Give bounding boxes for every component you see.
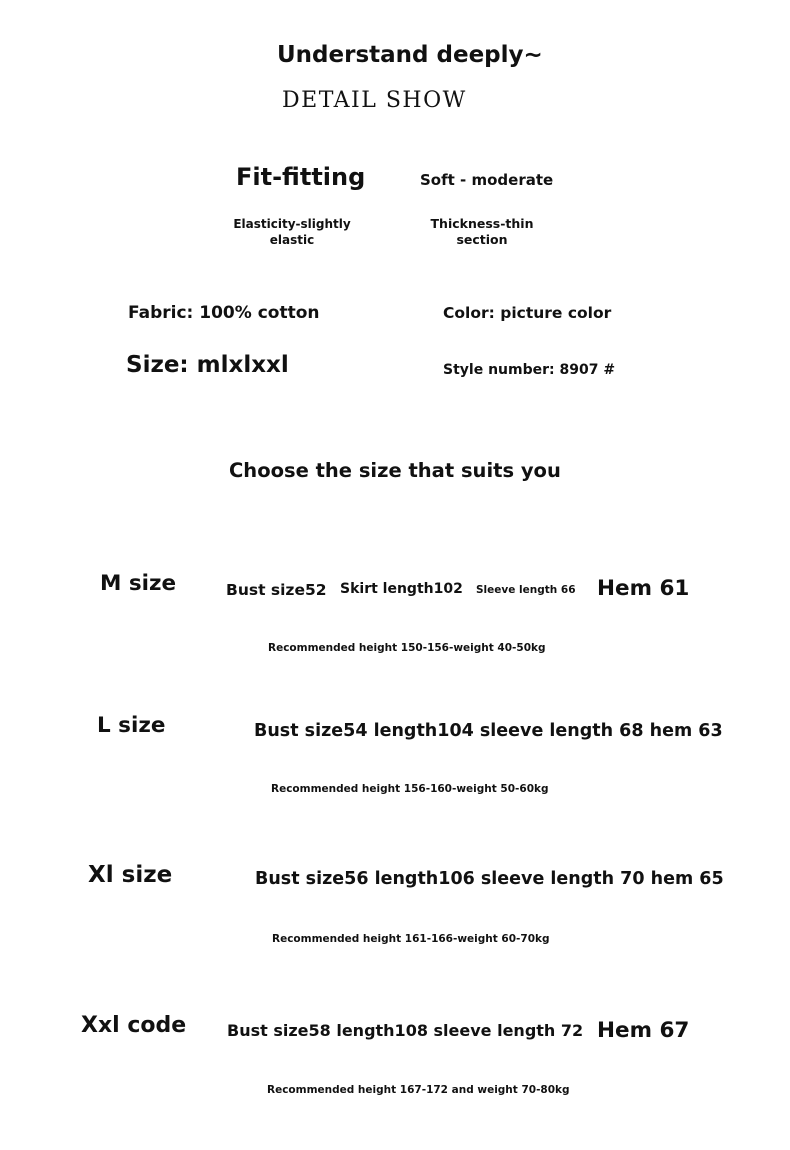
thickness-line-1: Thickness-thin	[430, 216, 534, 231]
xxl-hem: Hem 67	[597, 1018, 690, 1043]
xxl-recommendation: Recommended height 167-172 and weight 70-80kg	[267, 1084, 570, 1096]
xxl-measurements: Bust size58 length108 sleeve length 72	[227, 1021, 584, 1040]
xl-measurements: Bust size56 length106 sleeve length 70 hem 65	[255, 869, 724, 889]
m-skirt-length: Skirt length102	[340, 581, 463, 597]
size-spec: Size: mlxlxxl	[126, 352, 289, 378]
m-bust: Bust size52	[226, 581, 327, 599]
color-spec: Color: picture color	[443, 304, 612, 322]
l-measurements: Bust size54 length104 sleeve length 68 hem 63	[254, 721, 723, 741]
fabric-spec: Fabric: 100% cotton	[128, 303, 320, 323]
elasticity-label	[232, 216, 352, 248]
size-label-xxl: Xxl code	[81, 1013, 187, 1038]
size-label-l: L size	[97, 713, 166, 738]
fit-label: Fit-fitting	[236, 163, 366, 191]
softness-label: Soft - moderate	[420, 171, 554, 189]
page-subtitle: DETAIL SHOW	[282, 88, 467, 113]
m-sleeve-length: Sleeve length 66	[476, 584, 576, 596]
elasticity-line-1: Elasticity-slightly	[233, 217, 351, 231]
l-recommendation: Recommended height 156-160-weight 50-60kg	[271, 783, 549, 795]
size-label-xl: Xl size	[88, 862, 173, 888]
size-guide-heading: Choose the size that suits you	[229, 459, 561, 482]
m-recommendation: Recommended height 150-156-weight 40-50kg	[268, 642, 546, 654]
thickness-line-2: section	[456, 232, 508, 247]
xl-recommendation: Recommended height 161-166-weight 60-70kg	[272, 933, 550, 945]
thickness-label	[422, 216, 542, 248]
page-title: Understand deeply~	[277, 42, 543, 68]
style-number-spec: Style number: 8907 #	[443, 362, 616, 378]
size-label-m: M size	[100, 571, 177, 596]
elasticity-line-2: elastic	[269, 233, 315, 247]
m-hem: Hem 61	[597, 576, 690, 601]
